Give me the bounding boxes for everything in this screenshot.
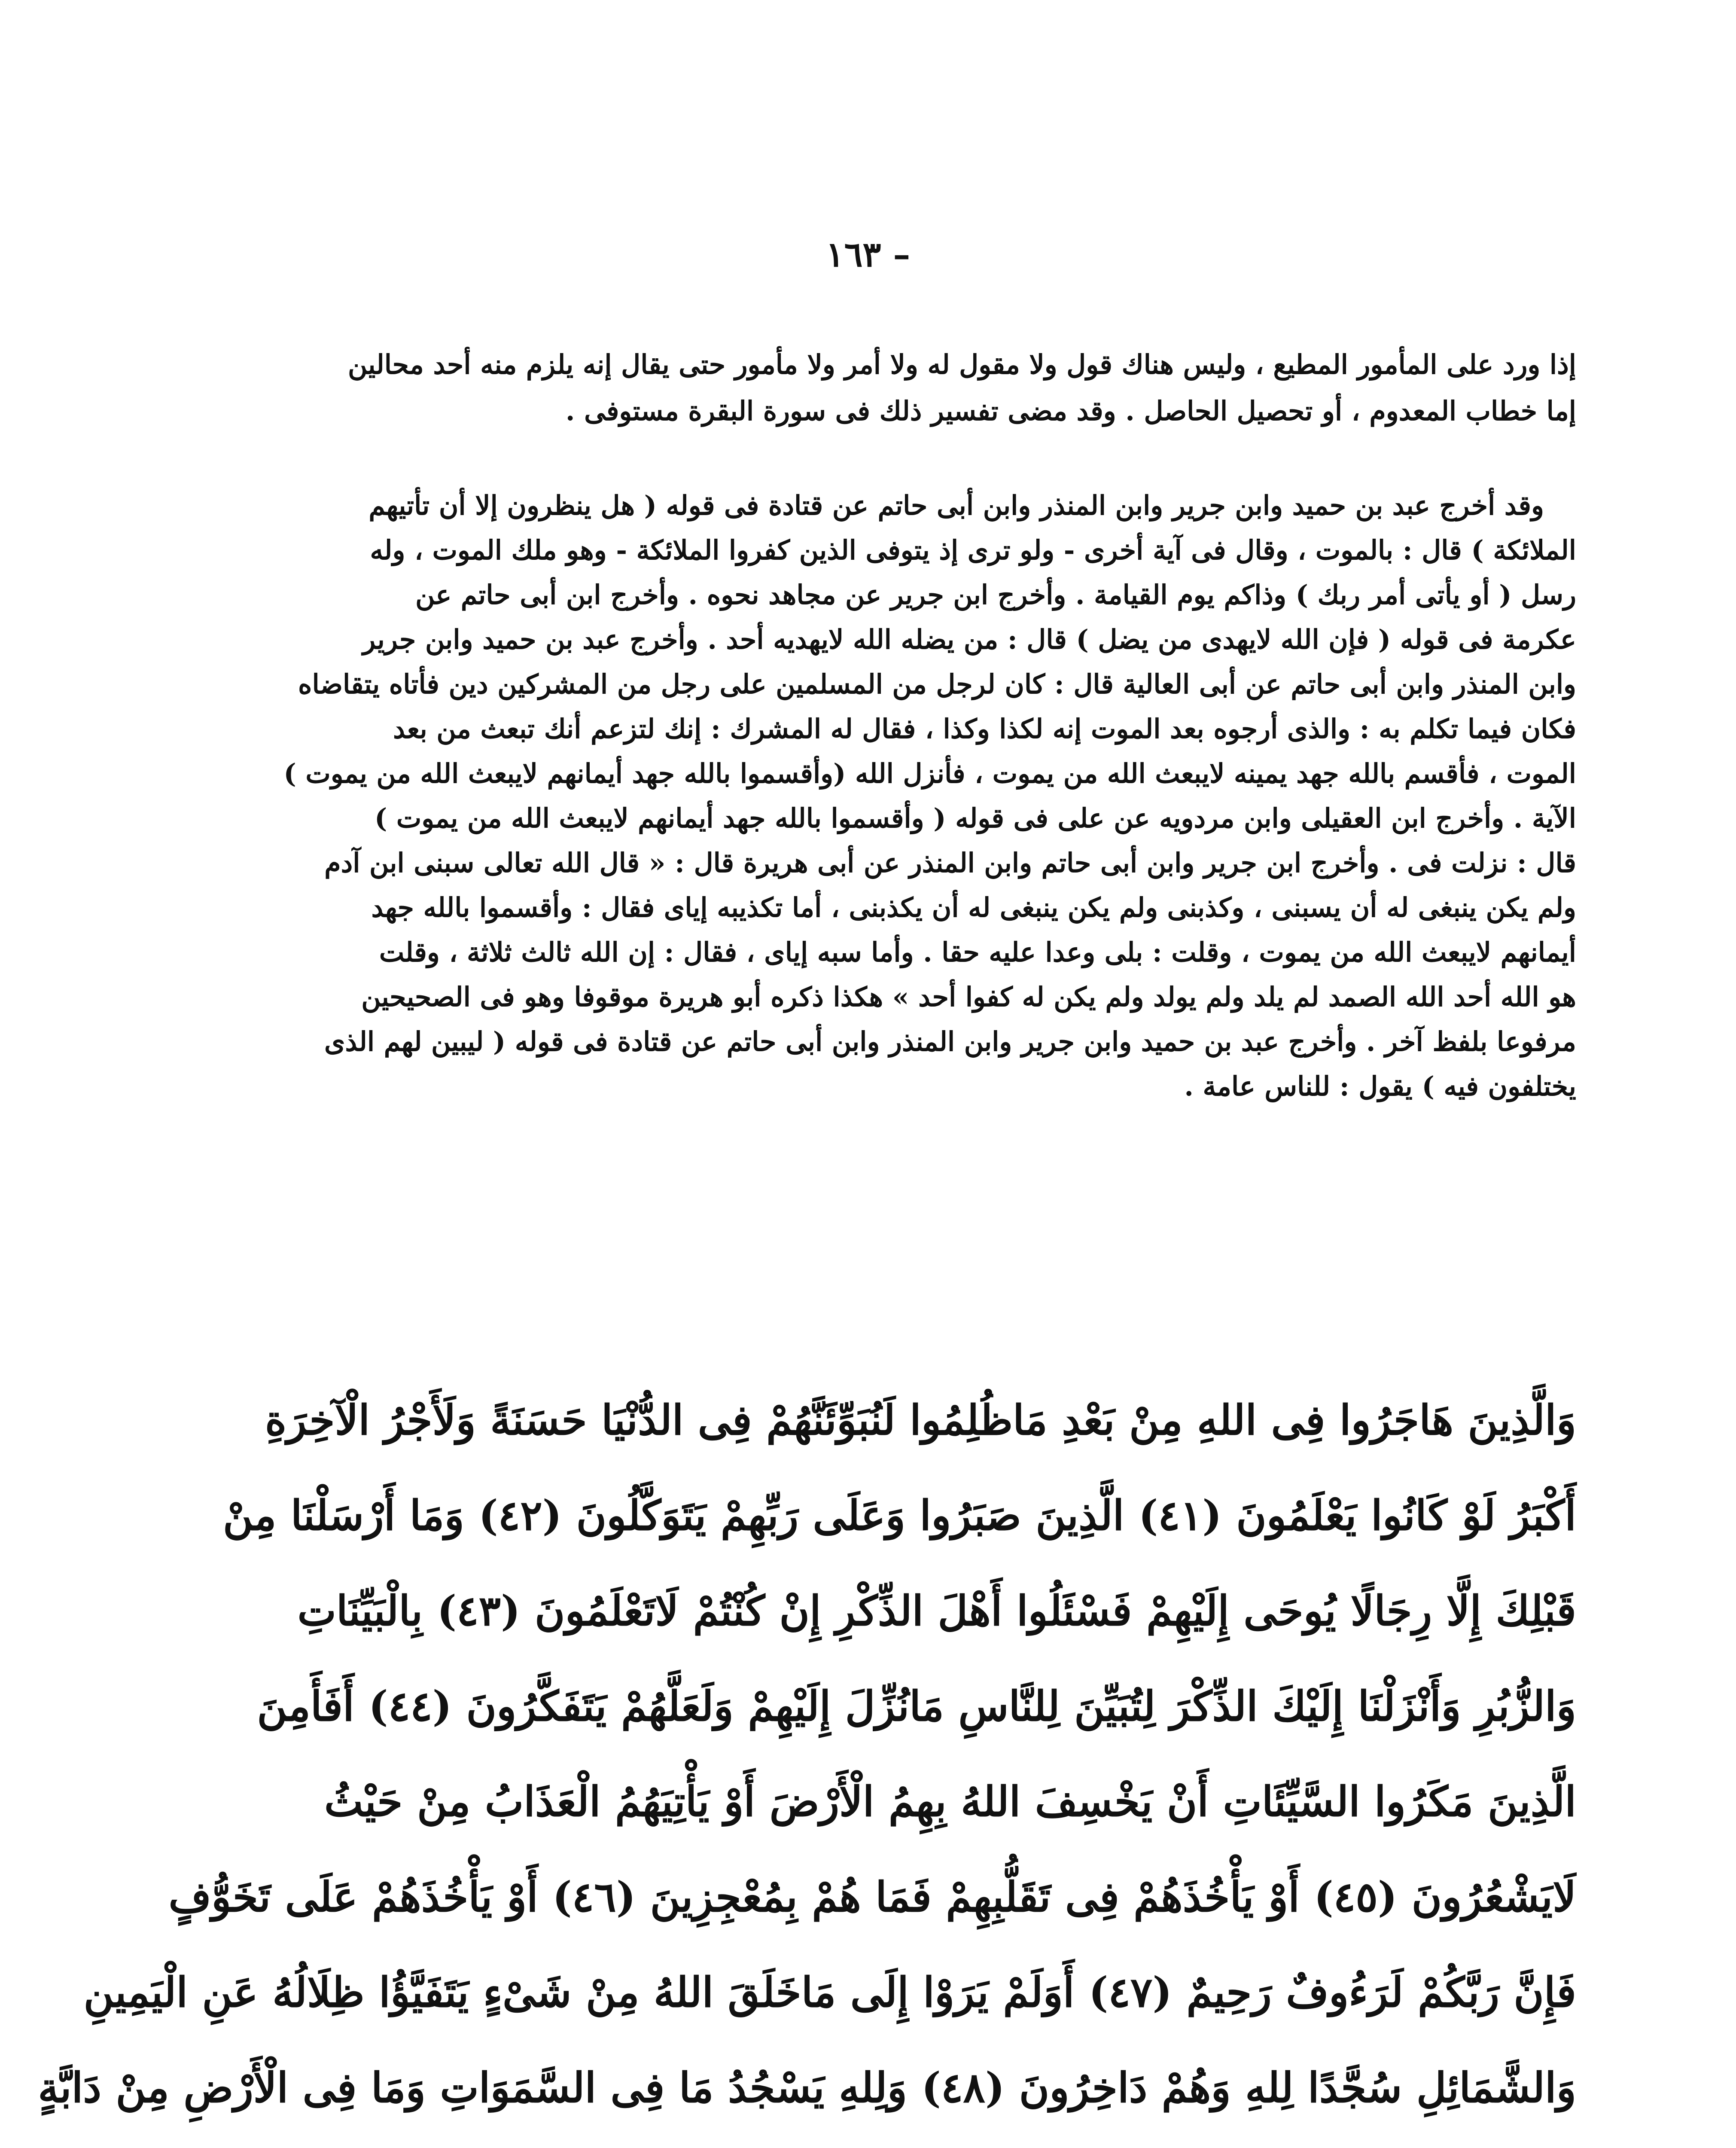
paragraph-intro — [202, 342, 1576, 434]
quran-verses-block — [38, 1373, 1576, 2148]
text-line: أيمانهم لايبعث الله من يموت ، وقلت : بلى وعدا عليه حقا . وأما سبه إياى ، فقال : إن الله ثالث ثلاثة ، وقلت — [379, 937, 1576, 968]
text-line: وابن المنذر وابن أبى حاتم عن أبى العالية قال : كان لرجل من المسلمين على رجل من المشركين دين فأتاه يتقاضاه — [298, 668, 1576, 700]
page-number: – ١٦٣ — [825, 234, 911, 275]
text-line: الموت ، فأقسم بالله جهد يمينه لايبعث الله من يموت ، فأنزل الله (وأقسموا بالله جهد أيمانهم لايبعث الله من يموت ) — [283, 758, 1576, 789]
verse-line: أَكْبَرُ لَوْ كَانُوا يَعْلَمُونَ (٤١) الَّذِينَ صَبَرُوا وَعَلَى رَبِّهِمْ يَتَوَكَّلُونَ (٤٢) وَمَا أَرْسَلْنَا مِنْ — [222, 1491, 1576, 1540]
text-line: رسل ( أو يأتى أمر ربك ) وذاكم يوم القيامة . وأخرج ابن جرير عن مجاهد نحوه . وأخرج ابن أبى حاتم عن — [415, 579, 1576, 610]
text-line: فكان فيما تكلم به : والذى أرجوه بعد الموت إنه لكذا وكذا ، فقال له المشرك : إنك لتزعم أنك تبعث من بعد — [393, 713, 1576, 744]
text-line: إذا ورد على المأمور المطيع ، وليس هناك قول ولا مقول له ولا أمر ولا مأمور حتى يقال إنه يلزم منه أحد محالين — [347, 349, 1576, 380]
verse-line: وَالزُّبُرِ وَأَنْزَلْنَا إِلَيْكَ الذِّكْرَ لِتُبَيِّنَ لِلنَّاسِ مَانُزِّلَ إِلَيْهِمْ وَلَعَلَّهُمْ يَتَفَكَّرُونَ (٤٤) أَفَأَمِنَ — [257, 1682, 1576, 1730]
verse-line: قَبْلِكَ إِلَّا رِجَالًا يُوحَى إِلَيْهِمْ فَسْئَلُوا أَهْلَ الذِّكْرِ إِنْ كُنْتُمْ لَاتَعْلَمُونَ (٤٣) بِالْبَيِّنَاتِ — [297, 1587, 1576, 1635]
text-line: هو الله أحد الله الصمد لم يلد ولم يولد ولم يكن له كفوا أحد » هكذا ذكره أبو هريرة موقوفا وهو فى الصحيحين — [361, 981, 1576, 1013]
text-line: مرفوعا بلفظ آخر . وأخرج عبد بن حميد وابن جرير وابن المنذر وابن أبى حاتم عن قتادة فى قوله ( ليبين لهم الذى — [324, 1026, 1576, 1057]
verse-line: الَّذِينَ مَكَرُوا السَّيِّئَاتِ أَنْ يَخْسِفَ اللهُ بِهِمُ الْأَرْضَ أَوْ يَأْتِيَهُمُ الْعَذَابُ مِنْ حَيْثُ — [324, 1777, 1576, 1826]
text-line: إما خطاب المعدوم ، أو تحصيل الحاصل . وقد مضى تفسير ذلك فى سورة البقرة مستوفى . — [565, 395, 1576, 427]
text-line: الآية . وأخرج ابن العقيلى وابن مردويه عن على فى قوله ( وأقسموا بالله جهد أيمانهم لايبعث الله من يموت ) — [375, 802, 1576, 834]
text-line: عكرمة فى قوله ( فإن الله لايهدى من يضل ) قال : من يضله الله لايهديه أحد . وأخرج عبد بن حميد وابن جرير — [362, 624, 1576, 655]
text-line: وقد أخرج عبد بن حميد وابن جرير وابن المنذر وابن أبى حاتم عن قتادة فى قوله ( هل ينظرون إلا أن تأتيهم — [369, 490, 1544, 521]
text-line: ولم يكن ينبغى له أن يسبنى ، وكذبنى ولم يكن ينبغى له أن يكذبنى ، أما تكذيبه إياى فقال : وأقسموا بالله جهد — [371, 892, 1576, 923]
verse-line: وَالَّذِينَ هَاجَرُوا فِى اللهِ مِنْ بَعْدِ مَاظُلِمُوا لَنُبَوِّئَنَّهُمْ فِى الدُّنْيَا حَسَنَةً وَلَأَجْرُ الْآخِرَةِ — [265, 1396, 1576, 1444]
verse-line — [198, 2136, 1576, 2148]
verse-line: فَإِنَّ رَبَّكُمْ لَرَءُوفٌ رَحِيمٌ (٤٧) أَوَلَمْ يَرَوْا إِلَى مَاخَلَقَ اللهُ مِنْ شَىْءٍ يَتَفَيَّؤُا ظِلَالُهُ عَنِ الْيَمِينِ — [83, 1968, 1576, 2017]
text-line: يختلفون فيه ) يقول : للناس عامة . — [1184, 1071, 1576, 1102]
text-line: قال : نزلت فى . وأخرج ابن جرير وابن أبى حاتم وابن المنذر عن أبى هريرة قال : « قال الله تعالى سبنى ابن آدم — [324, 847, 1576, 879]
paragraph-hadith-reports — [202, 483, 1576, 1109]
verse-line: لَايَشْعُرُونَ (٤٥) أَوْ يَأْخُذَهُمْ فِى تَقَلُّبِهِمْ فَمَا هُمْ بِمُعْجِزِينَ (٤٦) أَوْ يَأْخُذَهُمْ عَلَى تَخَوُّفٍ — [168, 1873, 1576, 1921]
text-line: الملائكة ) قال : بالموت ، وقال فى آية أخرى - ولو ترى إذ يتوفى الذين كفروا الملائكة - وهو ملك الموت ، وله — [370, 534, 1576, 566]
verse-line: وَالشَّمَائِلِ سُجَّدًا لِلهِ وَهُمْ دَاخِرُونَ (٤٨) وَلِلهِ يَسْجُدُ مَا فِى السَّمَوَاتِ وَمَا فِى الْأَرْضِ مِنْ دَابَّةٍ — [38, 2063, 1576, 2112]
